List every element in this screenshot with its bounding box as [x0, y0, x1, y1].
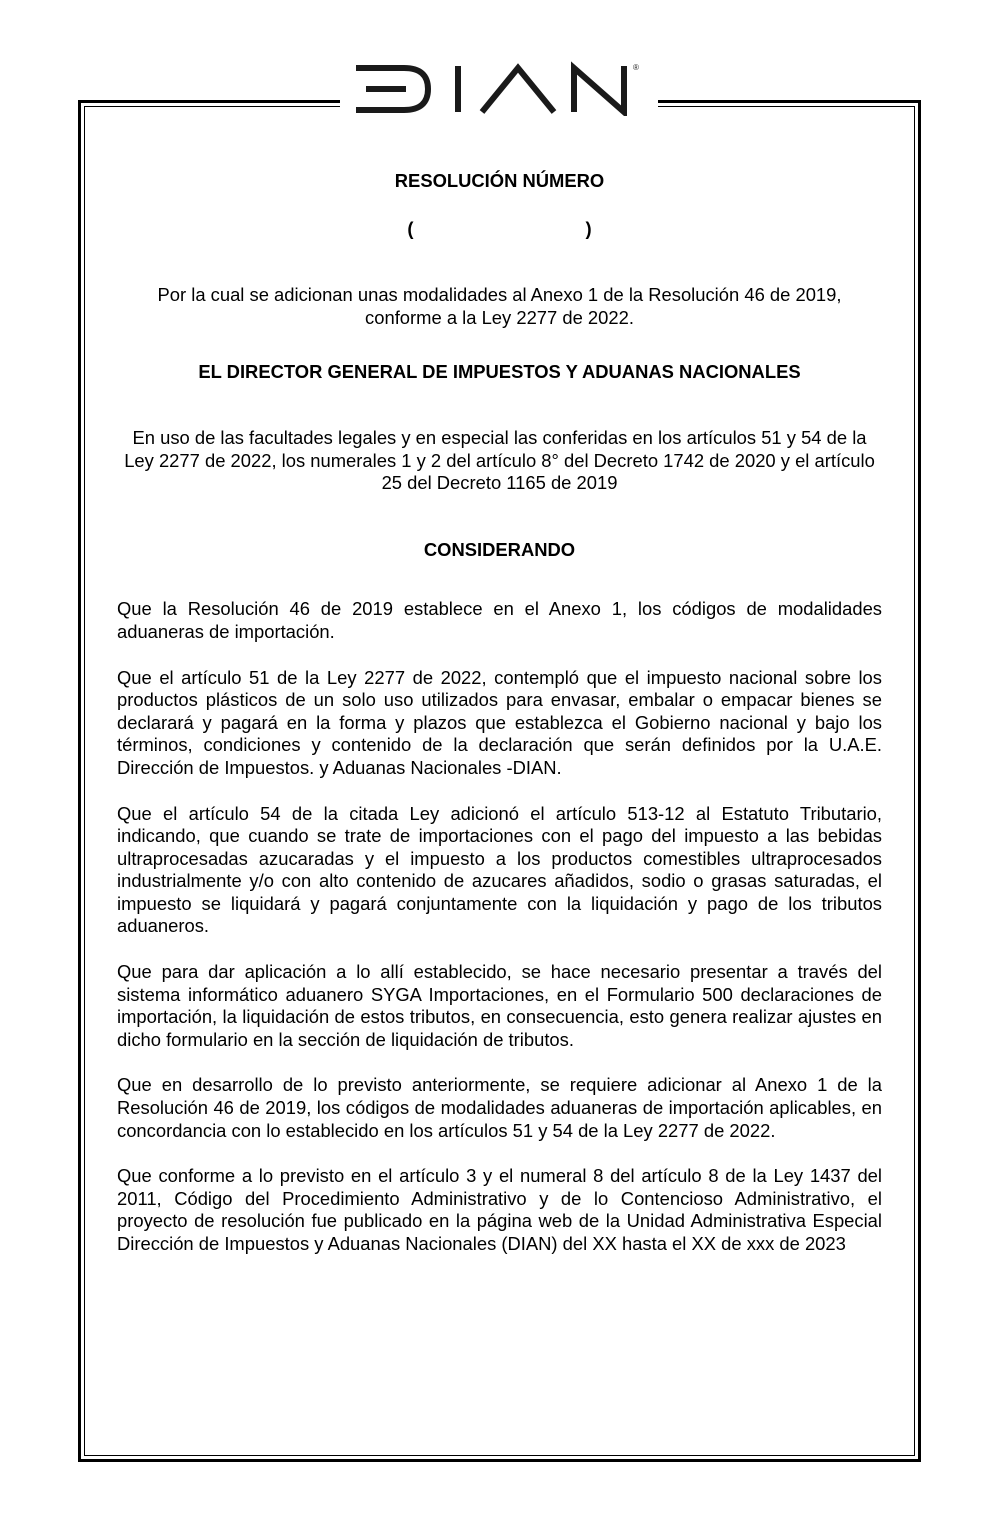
resolution-subject: Por la cual se adicionan unas modalidades al Anexo 1 de la Resolución 46 de 2019, conforme a la Ley 2277 de 2022. — [157, 284, 842, 328]
paragraph: Que el artículo 54 de la citada Ley adicionó el artículo 513-12 al Estatuto Tributario, indicando, que cuando se trate de importaciones con el pago del impuesto a las bebidas ultraprocesadas azucaradas y el impuesto a los productos comestibles ultraprocesados industrialmente y/o con alto contenido de azucares añadidos, sodio o grasas saturadas, el impuesto se liquidará y pagará conjuntamente con la liquidación y pago de los tributos aduaneros. — [117, 802, 882, 937]
number-close-paren: ) — [585, 217, 592, 239]
legal-powers: En uso de las facultades legales y en especial las conferidas en los artículos 51 y 54 de la Ley 2277 de 2022, los numerales 1 y 2 del artículo 8° del Decreto 1742 de 2020 y el artículo 25 del Decreto 1165 de 2019 — [124, 426, 875, 494]
dian-logo — [352, 56, 642, 116]
considering-heading: CONSIDERANDO — [423, 538, 576, 560]
paragraph: Que la Resolución 46 de 2019 establece en el Anexo 1, los códigos de modalidades aduaneras de importación. — [117, 598, 882, 642]
registered-mark: ® — [633, 63, 639, 72]
resolution-title: RESOLUCIÓN NÚMERO — [394, 170, 605, 191]
paragraph: Que el artículo 51 de la Ley 2277 de 2022, contempló que el impuesto nacional sobre los productos plásticos de un solo uso utilizados para envasar, embalar o empacar bienes se declarará y pagará en la forma y plazos que establezca el Gobierno nacional y bajo los términos, condiciones y contenido de la declaración que serán definidos por la U.A.E. Dirección de Impuestos. y Aduanas Nacionales -DIAN. — [117, 666, 882, 778]
document-body — [117, 170, 882, 1279]
paragraph: Que para dar aplicación a lo allí establecido, se hace necesario presentar a través del sistema informático aduanero SYGA Importaciones, en el Formulario 500 declaraciones de importación, la liquidación de estos tributos, en consecuencia, esto genera realizar ajustes en dicho formulario en la sección de liquidación de tributos. — [117, 961, 882, 1050]
paragraph: Que en desarrollo de lo previsto anteriormente, se requiere adicionar al Anexo 1 de la Resolución 46 de 2019, los códigos de modalidades aduaneras de importación aplicables, en concordancia con lo establecido en los artículos 51 y 54 de la Ley 2277 de 2022. — [117, 1074, 882, 1141]
number-open-paren: ( — [407, 217, 414, 239]
resolution-number-blank — [117, 218, 882, 241]
paragraph: Que conforme a lo previsto en el artículo 3 y el numeral 8 del artículo 8 de la Ley 1437 del 2011, Código del Procedimiento Administrativo y de lo Contencioso Administrativo, el proyecto de resolución fue publicado en la página web de la Unidad Administrativa Especial Dirección de Impuestos y Aduanas Nacionales (DIAN) del XX hasta el XX de xxx de 2023 — [117, 1165, 882, 1254]
considering-paragraphs — [117, 598, 882, 1255]
issuing-authority: EL DIRECTOR GENERAL DE IMPUESTOS Y ADUANAS NACIONALES — [198, 361, 801, 383]
